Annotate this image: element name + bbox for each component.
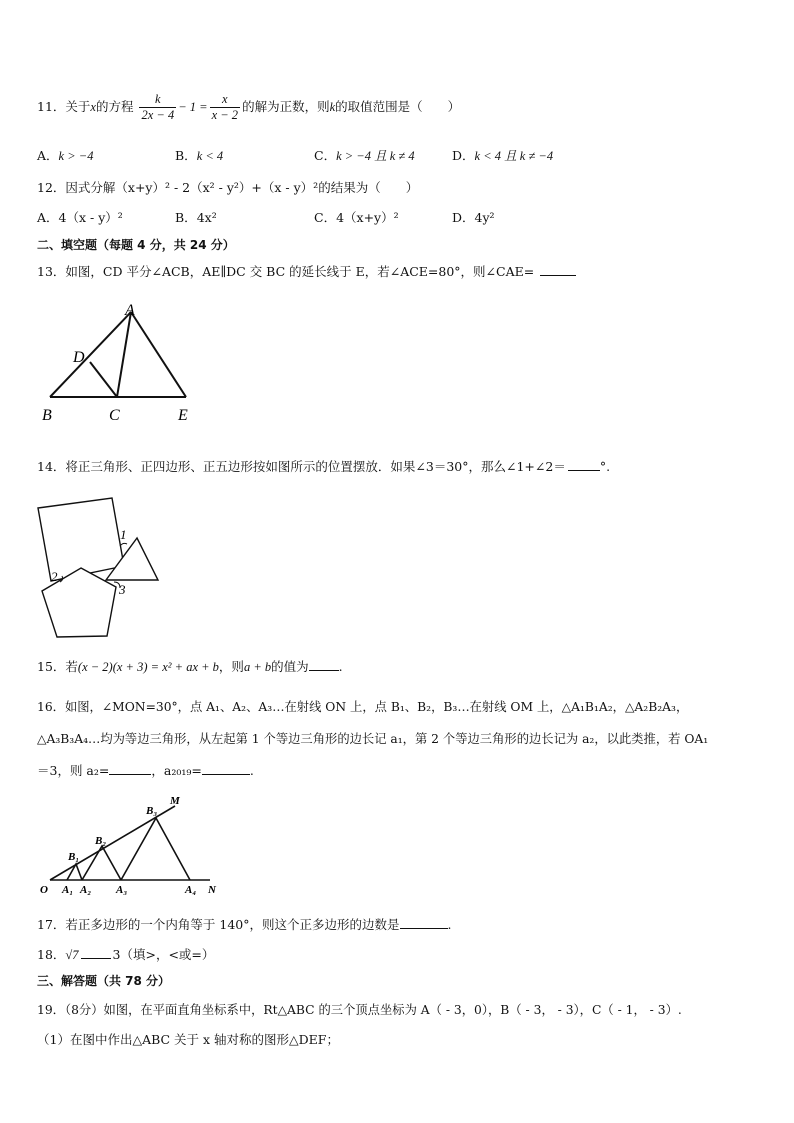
- q12-option-a: A．4（x - y）²: [37, 210, 123, 225]
- q16-label-n: N: [208, 884, 216, 896]
- q14-angle-3-label: 3: [119, 582, 126, 597]
- q16-label-a4: A₄: [185, 884, 197, 896]
- section-3-title: 三、解答题（共 78 分）: [37, 974, 171, 988]
- q11-option-d: D．k < 4 且 k ≠ −4: [452, 148, 554, 163]
- q16-label-b2: B₂: [95, 835, 107, 847]
- q13-label-a: A: [125, 302, 135, 319]
- q16-figure: [40, 790, 230, 900]
- q13-stem: 13．如图，CD 平分∠ACB，AE∥DC 交 BC 的延长线于 E，若∠ACE=80°，则∠CAE=: [37, 262, 576, 280]
- q12-option-b: B．4x²: [175, 210, 217, 225]
- q16-label-b1: B₁: [68, 851, 80, 863]
- q11-option-b: B．k < 4: [175, 148, 224, 163]
- q14-figure: [36, 496, 166, 646]
- q16-answer-blank-2[interactable]: [202, 762, 250, 775]
- q14-angle-1-label: 1: [120, 527, 127, 542]
- q11-fraction-1: $\frac{k}{2x - 4}$: [141, 92, 175, 122]
- q14-answer-blank[interactable]: [568, 458, 600, 471]
- q19-stem: 19．（8分）如图，在平面直角坐标系中，Rt△ABC 的三个顶点坐标为 A（ - 3，0），B（ - 3， - 3），C（ - 1， - 3）.: [37, 1003, 682, 1017]
- q11-minus-one: − 1 =: [178, 100, 208, 114]
- q17-stem: 17．若正多边形的一个内角等于 140°，则这个正多边形的边数是 .: [37, 917, 452, 932]
- q13-label-d: D: [73, 349, 85, 366]
- q16-triangle-2: [82, 846, 121, 880]
- q16-label-a1: A₁: [62, 884, 74, 896]
- q16-label-b3: B₃: [146, 805, 158, 817]
- q14-angle-2-label: 2: [51, 569, 58, 584]
- q13-line-ae: [131, 312, 186, 397]
- q12-stem: 12．因式分解（x+y）² - 2（x² - y²）+（x - y）²的结果为（ ）: [37, 180, 419, 195]
- q12-option-c: C．4（x+y）²: [314, 210, 399, 225]
- q16-answer-blank-1[interactable]: [109, 762, 151, 775]
- q16-label-m: M: [170, 795, 180, 807]
- q13-label-e: E: [178, 407, 188, 424]
- q16-label-a3: A₃: [116, 884, 128, 896]
- q11-var-k: k: [329, 100, 336, 114]
- q19-part-1: （1）在图中作出△ABC 关于 x 轴对称的图形△DEF；: [37, 1032, 339, 1047]
- q12-option-d: D．4y²: [452, 210, 495, 225]
- q18-stem: 18．√7 3（填>，<或=）: [37, 947, 215, 962]
- q11-option-a: A．k > −4: [37, 148, 94, 163]
- q18-answer-blank[interactable]: [81, 946, 111, 959]
- q11-suffix: 的解为正数，则: [242, 99, 330, 114]
- q13-answer-blank[interactable]: [540, 263, 576, 276]
- q16-label-a2: A₂: [80, 884, 92, 896]
- q13-figure: [40, 300, 200, 430]
- section-2-title: 二、填空题（每题 4 分，共 24 分）: [37, 238, 235, 252]
- q15-answer-blank[interactable]: [309, 658, 339, 671]
- q16-triangle-1: [67, 864, 82, 880]
- q13-label-c: C: [109, 407, 120, 424]
- q16-label-o: O: [40, 884, 48, 896]
- q11-fraction-2: $\frac{x}{x - 2}$: [211, 92, 239, 122]
- q11-option-c: C．k > −4 且 k ≠ 4: [314, 148, 415, 163]
- q15-stem: 15．若(x − 2)(x + 3) = x² + ax + b，则a + b的值为 .: [37, 659, 343, 674]
- q11-var-x: x: [90, 100, 96, 114]
- q16-line-3: ＝3，则 a₂= ，a₂₀₁₉= .: [37, 763, 254, 778]
- q13-line-dc: [90, 362, 117, 397]
- q11-tail: 的取值范围是（ ）: [335, 99, 461, 114]
- q16-line-2: △A₃B₃A₄…均为等边三角形，从左起第 1 个等边三角形的边长记 a₁，第 2 个等边三角形的边长记为 a₂，以此类推，若 OA₁: [37, 732, 709, 746]
- q14-stem: 14．将正三角形、正四边形、正五边形按如图所示的位置摆放．如果∠3＝30°，那么∠1+∠2＝ °.: [37, 459, 611, 474]
- q16-triangle-3: [121, 818, 190, 880]
- q11-prefix: 11．关于: [37, 99, 91, 114]
- q17-answer-blank[interactable]: [400, 916, 448, 929]
- q11-mid: 的方程: [95, 99, 134, 114]
- q11-stem: [37, 92, 460, 123]
- q13-label-b: B: [42, 407, 52, 424]
- q16-line-1: 16．如图，∠MON=30°，点 A₁、A₂、A₃…在射线 ON 上，点 B₁、B₂，B₃…在射线 OM 上，△A₁B₁A₂，△A₂B₂A₃，: [37, 700, 689, 714]
